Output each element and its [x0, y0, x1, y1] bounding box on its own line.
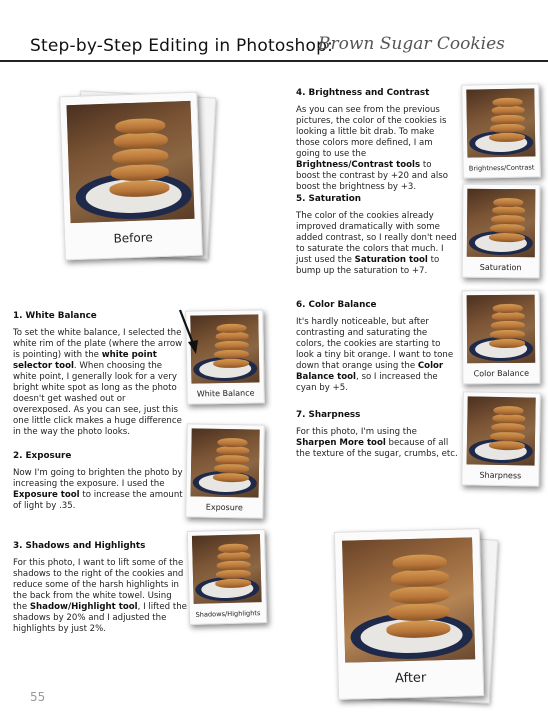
white-balance-caption: White Balance — [196, 388, 255, 399]
brightness-contrast-photo — [462, 84, 542, 180]
shadows-highlights-caption: Shadows/Highlights — [195, 609, 261, 619]
after-photo — [332, 528, 498, 704]
brightness-contrast-caption: Brightness/Contrast — [468, 163, 535, 173]
section-heading: 5. Saturation — [296, 194, 362, 204]
white-balance-photo — [186, 310, 266, 406]
section-body: It's hardly noticeable, but after contrasting and saturating the colors, the cookies are starting to look a tiny bit orange. I want to tone down that orange using the Color Balance tool, so I increased the cyan by +5. — [296, 317, 454, 393]
section-saturation — [296, 194, 458, 277]
page-title-script: Brown Sugar Cookies — [318, 34, 505, 54]
section-heading: 1. White Balance — [13, 311, 97, 321]
saturation-caption: Saturation — [479, 262, 522, 273]
exposure-photo — [186, 424, 266, 520]
section-body: As you can see from the previous pictures, the color of the cookies is looking a little bit drab. To make those colors more defined, I am going to use the Brightness/Contrast tools to boost the contrast by +20 and also boost the brightness by +3. — [296, 105, 448, 192]
section-body: To set the white balance, I selected the white rim of the plate (where the arrow is pointing) with the white point selector tool. When choosing the white point, I generally look for a very bright white spot as long as the photo doesn't get washed out or overexposed. As you can see, just this one little click makes a huge difference in the way the photo looks. — [13, 328, 183, 437]
section-heading: 6. Color Balance — [296, 300, 377, 310]
before-photo — [58, 90, 216, 260]
section-color-balance — [296, 300, 458, 394]
section-heading: 7. Sharpness — [296, 410, 361, 420]
section-heading: 4. Brightness and Contrast — [296, 88, 430, 98]
section-body: The color of the cookies already improved dramatically with some added contrast, so I really don't need to saturate the colors that much. I just used the Saturation tool to bump up the saturation to +7. — [296, 211, 457, 276]
shadows-highlights-photo — [188, 530, 268, 626]
section-sharpness — [296, 410, 458, 460]
section-brightness-contrast — [296, 88, 456, 193]
header-rule — [0, 60, 548, 62]
exposure-caption: Exposure — [205, 502, 243, 513]
section-exposure — [13, 451, 185, 512]
after-caption: After — [394, 670, 427, 687]
section-body: For this photo, I'm using the Sharpen More tool because of all the texture of the sugar, crumbs, etc. — [296, 427, 458, 459]
sharpness-photo — [462, 392, 542, 488]
section-white-balance — [13, 311, 185, 438]
section-shadows-highlights — [13, 541, 188, 635]
sharpness-caption: Sharpness — [479, 470, 522, 481]
section-heading: 2. Exposure — [13, 451, 72, 461]
saturation-photo — [462, 184, 542, 280]
section-body: For this photo, I want to lift some of the shadows to the right of the cookies and reduce some of the harsh highlights in the back from the white towel. Using the Shadow/Highlight tool, I lifted the shadows by 20% and I adjusted the highlights by just 2%. — [13, 558, 187, 634]
page-title: Step-by-Step Editing in Photoshop: — [30, 36, 333, 56]
color-balance-photo — [462, 290, 542, 386]
color-balance-caption: Color Balance — [473, 368, 530, 379]
before-caption: Before — [113, 230, 154, 246]
page-header — [0, 26, 548, 66]
arrow-icon — [176, 308, 206, 358]
section-heading: 3. Shadows and Highlights — [13, 541, 146, 551]
page-number: 55 — [30, 690, 46, 704]
section-body: Now I'm going to brighten the photo by increasing the exposure. I used the Exposure tool to increase the amount of light by .35. — [13, 468, 183, 511]
